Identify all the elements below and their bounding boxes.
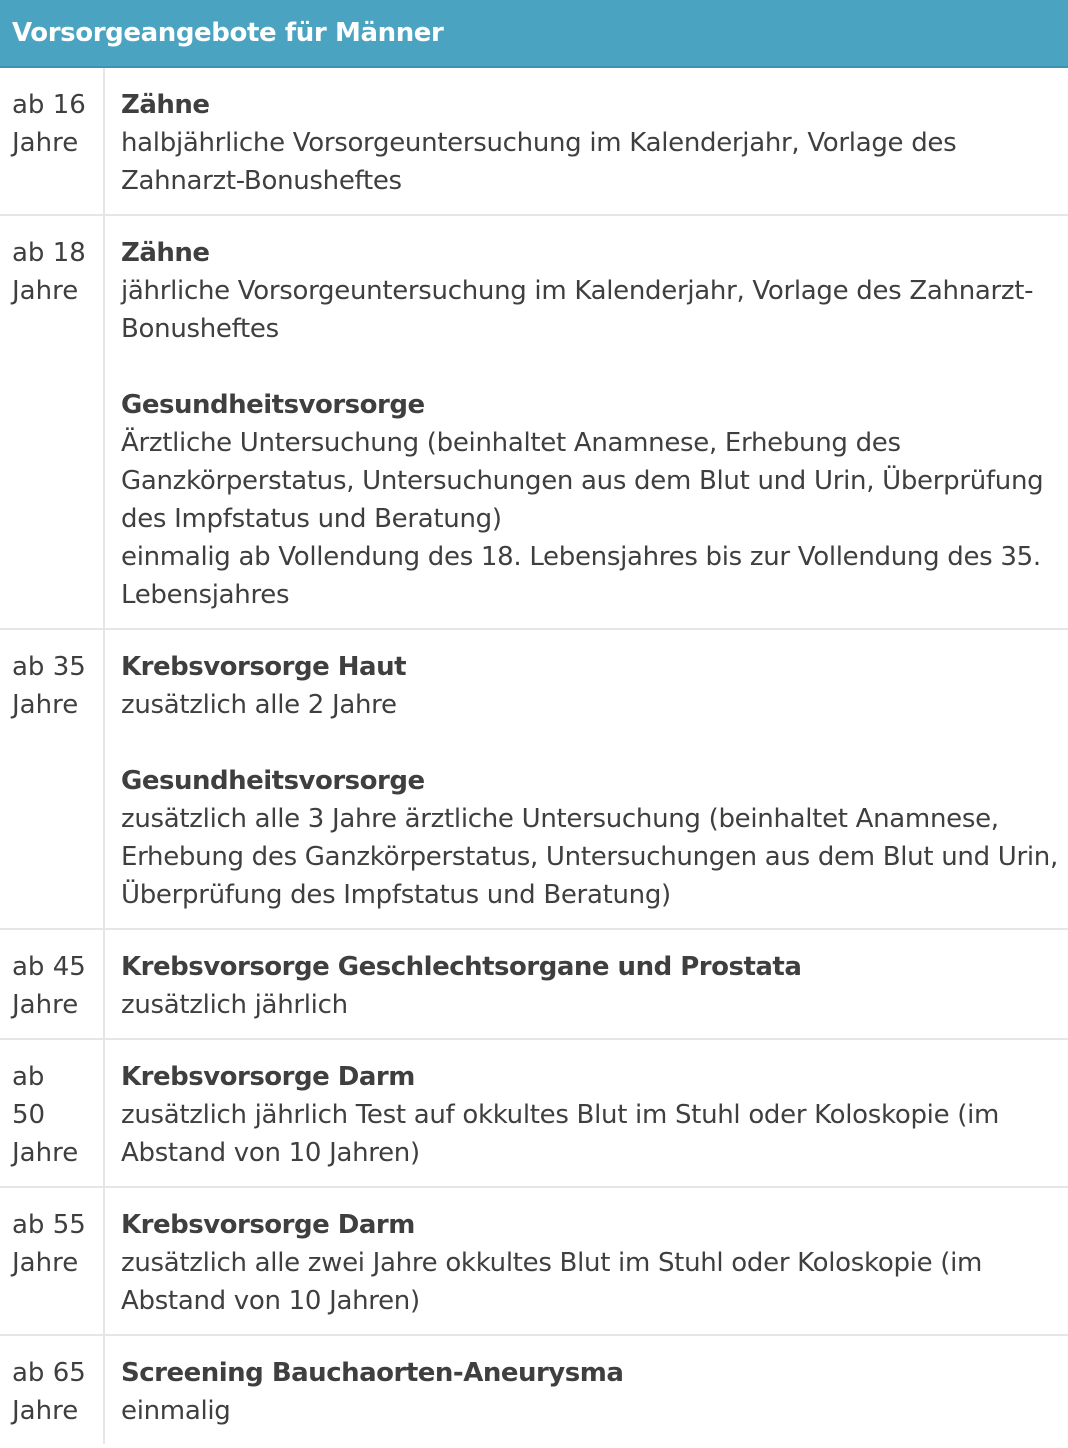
- age-line: Jahre: [12, 1248, 79, 1278]
- screening-item: [121, 1206, 1060, 1320]
- table-row: [0, 929, 1068, 1039]
- screening-item-title: Krebsvorsorge Darm: [121, 1062, 415, 1092]
- screening-item-title: Zähne: [121, 238, 210, 268]
- age-line: ab 45: [12, 952, 86, 982]
- age-line: ab 65: [12, 1358, 86, 1388]
- age-cell: [0, 929, 104, 1039]
- screening-item-title: Zähne: [121, 90, 210, 120]
- age-line: Jahre: [12, 1138, 79, 1168]
- screening-item-title: Gesundheitsvorsorge: [121, 390, 425, 420]
- age-line: Jahre: [12, 276, 79, 306]
- screening-item-text: zusätzlich alle 2 Jahre: [121, 690, 397, 720]
- age-line: Jahre: [12, 690, 79, 720]
- table-row: [0, 1335, 1068, 1444]
- table-header: [0, 0, 1068, 68]
- screening-item-title: Krebsvorsorge Geschlechtsorgane und Prostata: [121, 952, 802, 982]
- age-cell: [0, 215, 104, 629]
- screening-item: [121, 1058, 1060, 1172]
- screening-item-text: einmalig ab Vollendung des 18. Lebensjahres bis zur Vollendung des 35. Lebensjahres: [121, 542, 1041, 610]
- screening-item: [121, 762, 1060, 914]
- screening-item: [121, 948, 1060, 1024]
- age-line: ab 18: [12, 238, 86, 268]
- description-cell: [104, 629, 1068, 929]
- age-line: Jahre: [12, 128, 79, 158]
- age-line: ab 16: [12, 90, 86, 120]
- age-cell: [0, 1187, 104, 1335]
- screening-item-text: zusätzlich jährlich Test auf okkultes Blut im Stuhl oder Koloskopie (im Abstand von 10 Jahren): [121, 1100, 1000, 1168]
- age-cell: [0, 68, 104, 215]
- description-cell: [104, 1335, 1068, 1444]
- screening-item-title: Screening Bauchaorten-Aneurysma: [121, 1358, 624, 1388]
- screening-item-text: einmalig: [121, 1396, 231, 1426]
- screening-item-text: halbjährliche Vorsorgeuntersuchung im Kalenderjahr, Vorlage des Zahnarzt-Bonusheftes: [121, 128, 957, 196]
- table-row: [0, 629, 1068, 929]
- table-row: [0, 215, 1068, 629]
- age-line: ab 55: [12, 1210, 86, 1240]
- age-cell: [0, 1039, 104, 1187]
- screening-item: [121, 386, 1060, 614]
- table-row: [0, 1187, 1068, 1335]
- description-cell: [104, 929, 1068, 1039]
- screening-item-text: Ärztliche Untersuchung (beinhaltet Anamnese, Erhebung des Ganzkörperstatus, Untersuchungen aus dem Blut und Urin, Überprüfung des Impfstatus und Beratung): [121, 428, 1044, 534]
- age-line: Jahre: [12, 990, 79, 1020]
- age-line: 50: [12, 1100, 46, 1130]
- screening-item-text: zusätzlich alle 3 Jahre ärztliche Untersuchung (beinhaltet Anamnese, Erhebung des Ganzkörperstatus, Untersuchungen aus dem Blut und Urin, Überprüfung des Impfstatus und Beratung): [121, 804, 1058, 910]
- screening-item: [121, 86, 1060, 200]
- table-title: Vorsorgeangebote für Männer: [12, 18, 444, 48]
- table-rows: [0, 68, 1068, 1444]
- screening-item-title: Krebsvorsorge Haut: [121, 652, 407, 682]
- screening-item-text: jährliche Vorsorgeuntersuchung im Kalenderjahr, Vorlage des Zahnarzt-Bonusheftes: [121, 276, 1034, 344]
- screening-item-title: Gesundheitsvorsorge: [121, 766, 425, 796]
- description-cell: [104, 215, 1068, 629]
- description-cell: [104, 68, 1068, 215]
- screening-item-title: Krebsvorsorge Darm: [121, 1210, 415, 1240]
- table-row: [0, 68, 1068, 215]
- age-cell: [0, 1335, 104, 1444]
- screening-item-text: zusätzlich alle zwei Jahre okkultes Blut im Stuhl oder Koloskopie (im Abstand von 10 Jahren): [121, 1248, 983, 1316]
- age-line: ab: [12, 1062, 45, 1092]
- screening-item: [121, 234, 1060, 348]
- description-cell: [104, 1039, 1068, 1187]
- age-line: ab 35: [12, 652, 86, 682]
- screening-item-text: zusätzlich jährlich: [121, 990, 348, 1020]
- table-row: [0, 1039, 1068, 1187]
- screening-item: [121, 648, 1060, 724]
- screening-table-body: [0, 68, 1068, 1444]
- age-cell: [0, 629, 104, 929]
- age-line: Jahre: [12, 1396, 79, 1426]
- description-cell: [104, 1187, 1068, 1335]
- screening-item: [121, 1354, 1060, 1430]
